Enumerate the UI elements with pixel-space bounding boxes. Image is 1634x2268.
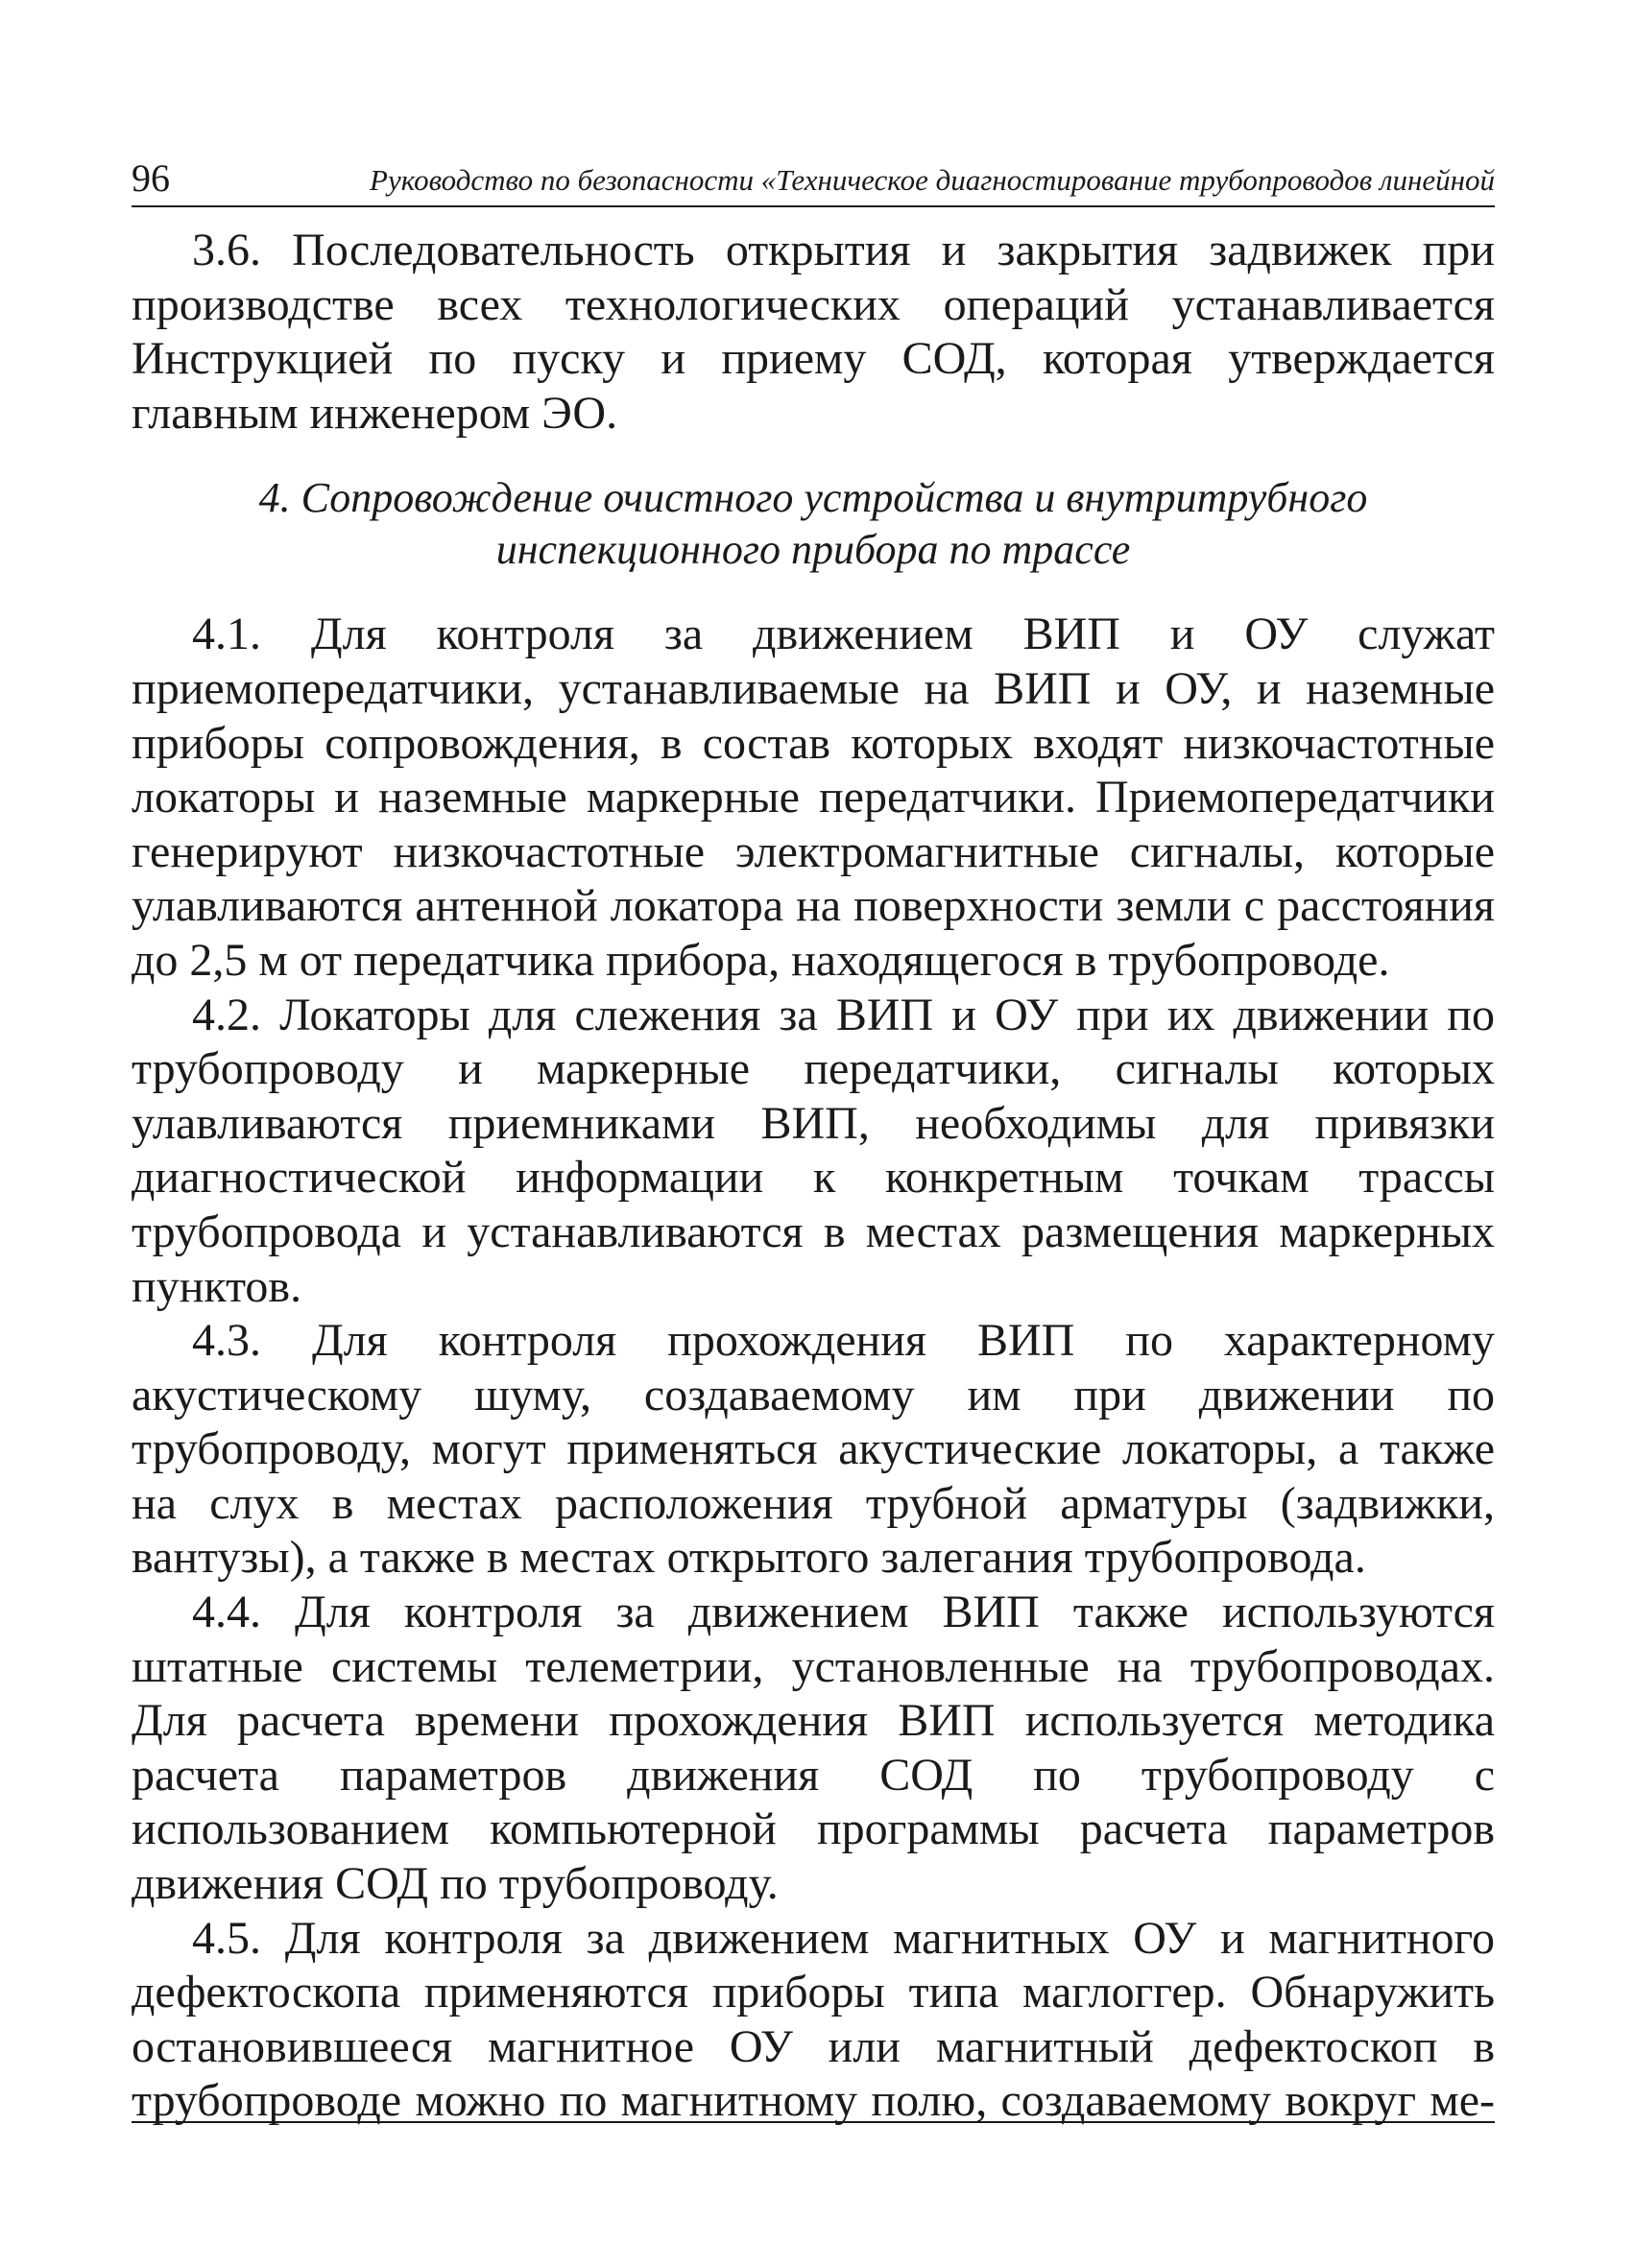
- section-heading-4: 4. Сопровождение очистного устройства и внутритрубного инспекционного прибора по трассе: [258, 474, 1368, 574]
- paragraph-4-1: 4.1. Для контроля за движением ВИП и ОУ служат приемопередатчики, устанавливаемые на ВИП и ОУ, и наземные приборы сопровождения, в состав которых входят низкочастотные локаторы и наземные маркерные передатчики. Приемопередатчики генерируют низкочастотные электромагнитные сигналы, которые улавливаются антенной локатора на поверхности земли с расстояния до 2,5 м от передатчика прибора, находящегося в трубопроводе.: [132, 609, 1495, 986]
- running-title: Руководство по безопасности «Техническое диагностирование трубопроводов линейной: [370, 163, 1495, 197]
- paragraph-4-2: 4.2. Локаторы для слежения за ВИП и ОУ при их движении по трубопроводу и маркерные передатчики, сигналы которых улавливаются приемниками ВИП, необходимы для привязки диагностической информации к конкретным точкам трассы трубопровода и устанавливаются в местах размещения маркерных пунктов.: [132, 989, 1495, 1312]
- running-header: [132, 146, 1495, 207]
- paragraph-3-6: 3.6. Последовательность открытия и закрытия задвижек при производстве всех технологических операций устанавливается Инструкцией по пуску и приему СОД, которая утверждается главным инженером ЭО.: [132, 225, 1495, 439]
- paragraph-4-5: 4.5. Для контроля за движением магнитных ОУ и магнитного дефектоскопа применяются приборы типа маглоггер. Обнаружить остановившееся магнитное ОУ или магнитный дефектоскоп в трубопроводе можно по магнитному полю, создаваемому вокруг ме-: [132, 1912, 1495, 2127]
- footer-rule: [132, 2121, 1495, 2123]
- paragraph-4-3: 4.3. Для контроля прохождения ВИП по характерному акустическому шуму, создаваемому им при движении по трубопроводу, могут применяться акустические локаторы, а также на слух в местах расположения трубной арматуры (задвижки, вантузы), а также в местах открытого залегания трубопровода.: [132, 1315, 1495, 1584]
- paragraph-4-4: 4.4. Для контроля за движением ВИП также используются штатные системы телеметрии, установленные на трубопроводах. Для расчета времени прохождения ВИП используется методика расчета параметров движения СОД по трубопроводу с использованием компьютерной программы расчета параметров движения СОД по трубопроводу.: [132, 1587, 1495, 1910]
- body-text: [132, 224, 1495, 2129]
- page-number: 96: [132, 156, 170, 200]
